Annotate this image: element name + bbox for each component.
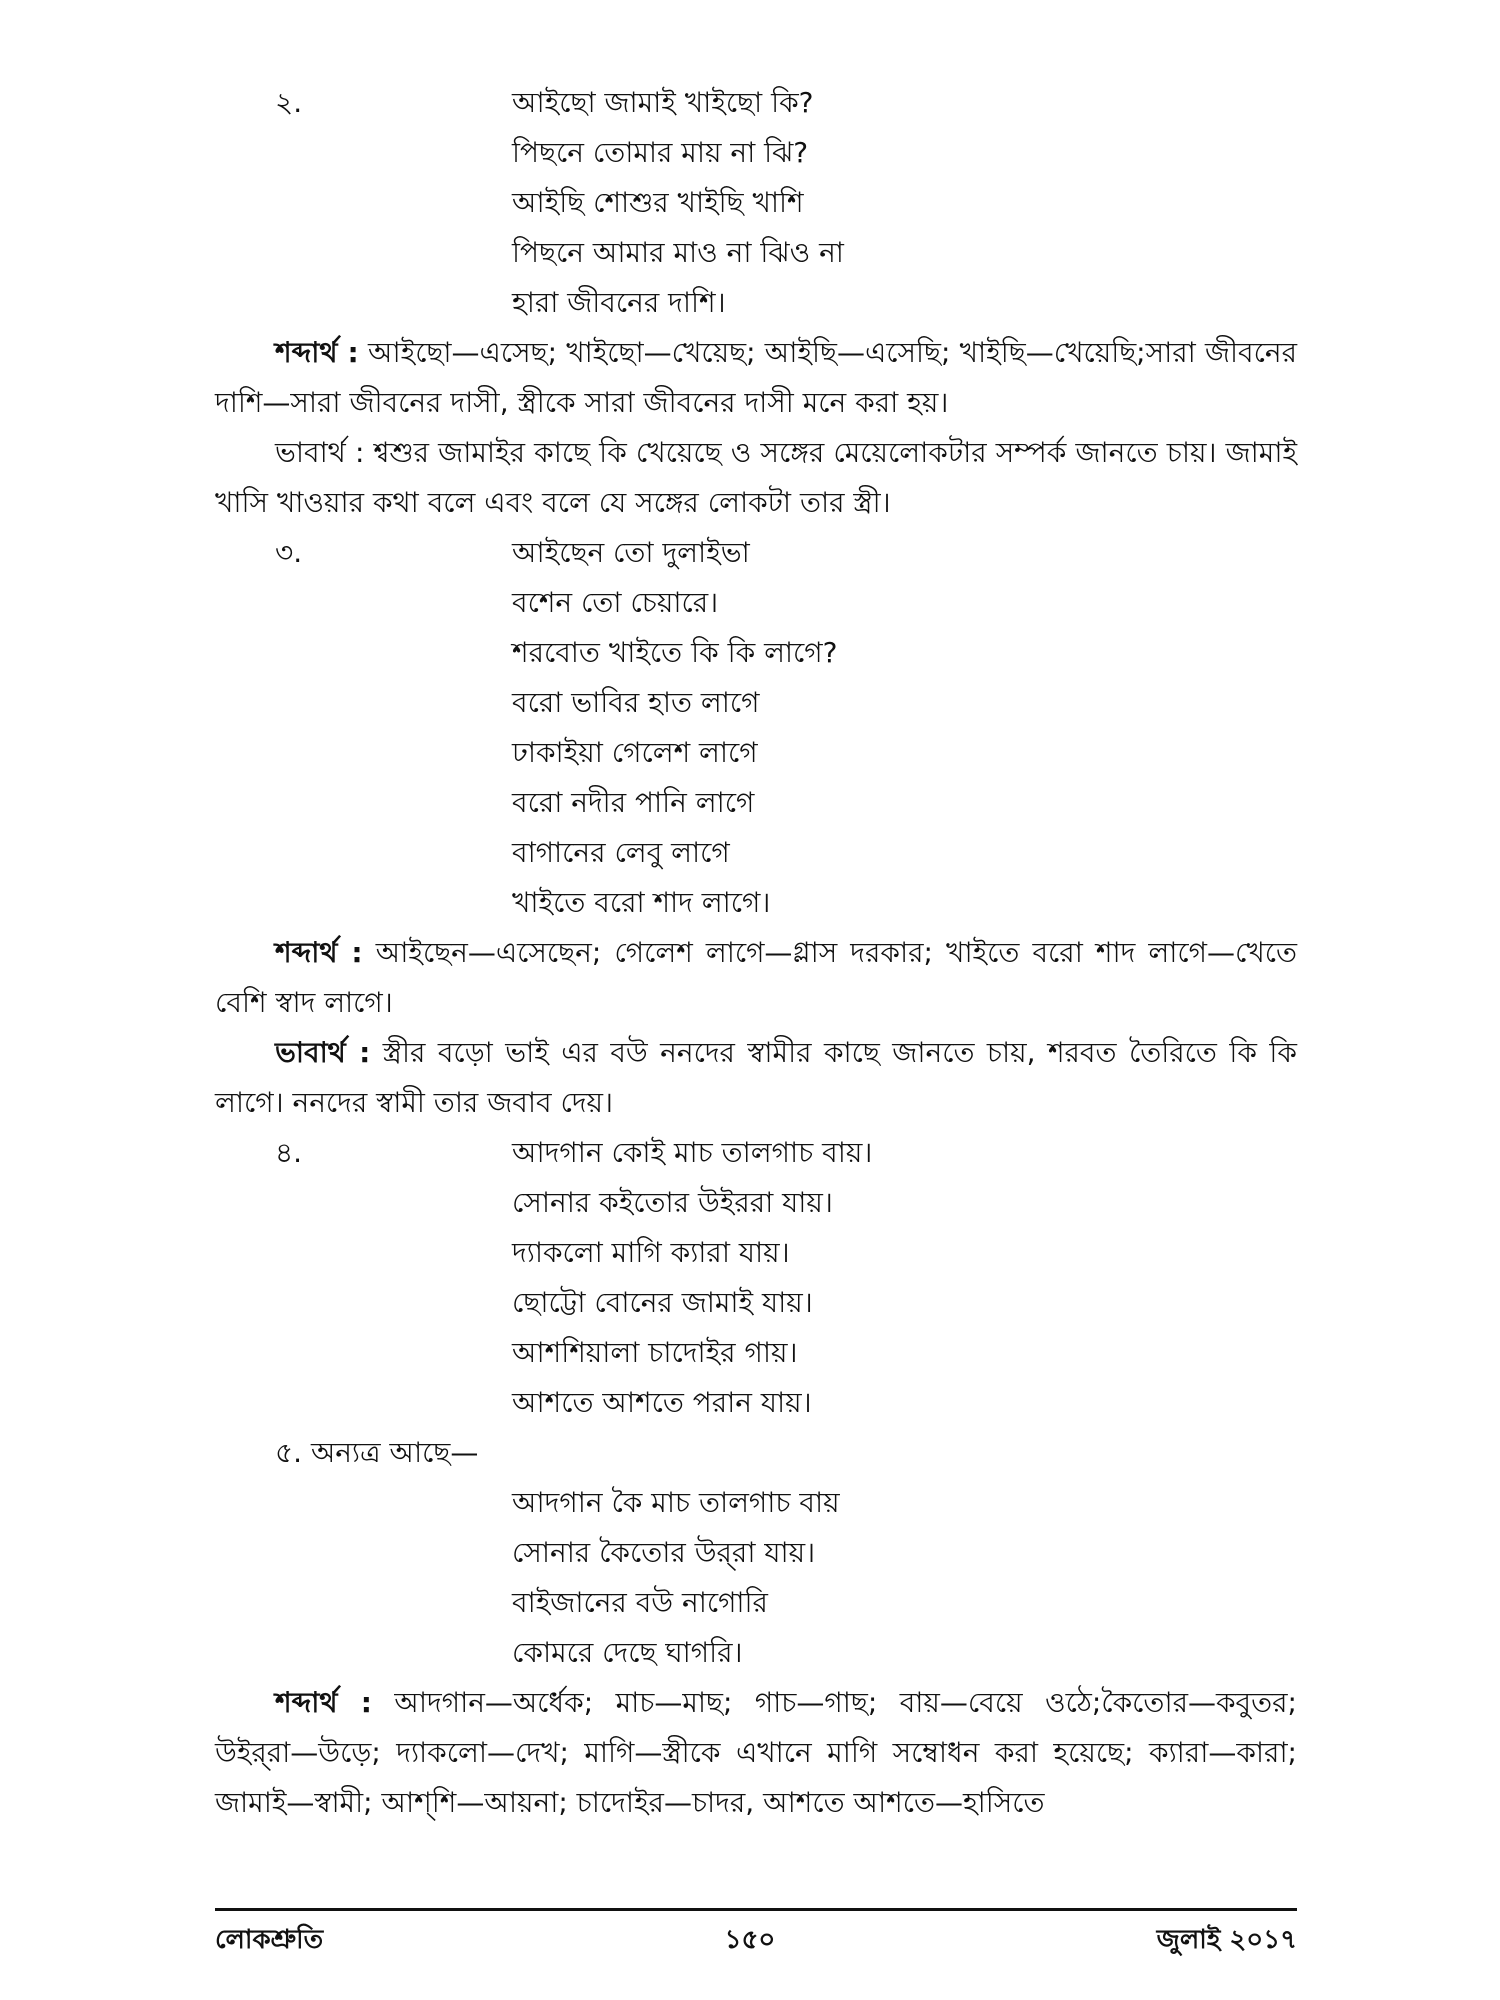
verse-line: বাগানের লেবু লাগে	[512, 836, 730, 869]
verse-line: আদগান কোই মাচ তালগাচ বায়।	[512, 1136, 873, 1169]
verse-line: বশেন তো চেয়ারে।	[512, 586, 719, 619]
gist-text: শ্বশুর জামাইর কাছে কি খেয়েছে ও সঙ্গের মেয়েলোকটার সম্পর্ক জানতে চায়। জামাই খাসি খাওয়ার কথা বলে এবং বলে যে সঙ্গের লোকটা তার স্ত্রী।	[215, 436, 1298, 519]
verse-line: আশতে আশতে পরান যায়।	[512, 1386, 812, 1419]
gist-label: ভাবার্থ :	[275, 1036, 371, 1069]
word-meaning-label: শব্দার্থ :	[275, 1686, 372, 1719]
verse-line: আশশিয়ালা চাদোইর গায়।	[512, 1336, 798, 1369]
verse-lines	[512, 78, 844, 328]
verse-line: কোমরে দেছে ঘাগরি।	[512, 1636, 743, 1669]
verse-3-gist	[215, 1028, 1297, 1128]
verse-line: আইছেন তো দুলাইভা	[512, 536, 750, 569]
verse-5-intro: ৫. অন্যত্র আছে—	[275, 1436, 479, 1469]
final-word-meaning	[215, 1678, 1297, 1828]
verse-line: ঢাকাইয়া গেলেশ লাগে	[512, 736, 758, 769]
verse-3-word-meaning	[215, 928, 1297, 1028]
verse-line: পিছনে তোমার মায় না ঝি?	[512, 136, 809, 169]
verse-line: বরো ভাবির হাত লাগে	[512, 686, 760, 719]
verse-number: ২.	[275, 86, 303, 119]
verse-line: সোনার কইতোর উইররা যায়।	[512, 1186, 833, 1219]
verse-line: দ্যাকলো মাগি ক্যারা যায়।	[512, 1236, 790, 1269]
verse-line: হারা জীবনের দাশি।	[512, 286, 726, 319]
verse-line: সোনার কৈতোর উর্‌রা যায়।	[512, 1536, 816, 1569]
verse-line: খাইতে বরো শাদ লাগে।	[512, 886, 771, 919]
gist-label: ভাবার্থ :	[275, 436, 365, 469]
word-meaning-text: আদগান—অর্ধেক; মাচ—মাছ; গাচ—গাছ; বায়—বেয়ে ওঠে;কৈতোর—কবুতর; উইর্‌রা—উড়ে; দ্যাকলো—দেখ; মাগি—স্ত্রীকে এখানে মাগি সম্বোধন করা হয়েছে; ক্যারা—কারা; জামাই—স্বামী; আশ্‌শি—আয়না; চাদোইর—চাদর, আশতে আশতে—হাসিতে	[215, 1686, 1297, 1819]
word-meaning-text: আইছো—এসেছ; খাইছো—খেয়েছ; আইছি—এসেছি; খাইছি—খেয়েছি;সারা জীবনের দাশি—সারা জীবনের দাসী, স্ত্রীকে সারা জীবনের দাসী মনে করা হয়।	[215, 336, 1297, 419]
word-meaning-label: শব্দার্থ :	[275, 336, 359, 369]
verse-lines	[512, 1478, 840, 1678]
word-meaning-text: আইছেন—এসেছেন; গেলেশ লাগে—গ্লাস দরকার; খাইতে বরো শাদ লাগে—খেতে বেশি স্বাদ লাগে।	[215, 936, 1297, 1019]
verse-lines	[512, 1128, 872, 1428]
verse-line: শরবোত খাইতে কি কি লাগে?	[512, 636, 838, 669]
footer-journal-title: লোকশ্রুতি	[215, 1925, 324, 1955]
verse-number: ৩.	[275, 536, 303, 569]
word-meaning-label: শব্দার্থ :	[275, 936, 363, 969]
verse-2-word-meaning	[215, 328, 1297, 428]
footer-page-number: ১৫০	[724, 1925, 776, 1955]
verse-number: ৪.	[275, 1136, 303, 1169]
verse-line: আইছি শোশুর খাইছি খাশি	[512, 186, 804, 219]
gist-text: স্ত্রীর বড়ো ভাই এর বউ ননদের স্বামীর কাছে জানতে চায়, শরবত তৈরিতে কি কি লাগে। ননদের স্বামী তার জবাব দেয়।	[215, 1036, 1298, 1119]
verse-line: আদগান কৈ মাচ তালগাচ বায়	[512, 1486, 840, 1519]
footer-rule	[215, 1908, 1297, 1911]
verse-line: পিছনে আমার মাও না ঝিও না	[512, 236, 844, 269]
verse-line: ছোট্টো বোনের জামাই যায়।	[512, 1286, 813, 1319]
verse-line: আইছো জামাই খাইছো কি?	[512, 86, 814, 119]
verse-line: বরো নদীর পানি লাগে	[512, 786, 755, 819]
verse-line: বাইজানের বউ নাগোরি	[512, 1586, 768, 1619]
verse-2-gist	[215, 428, 1297, 528]
verse-lines	[512, 528, 838, 928]
footer-issue-date: জুলাই ২০১৭	[1156, 1925, 1297, 1955]
